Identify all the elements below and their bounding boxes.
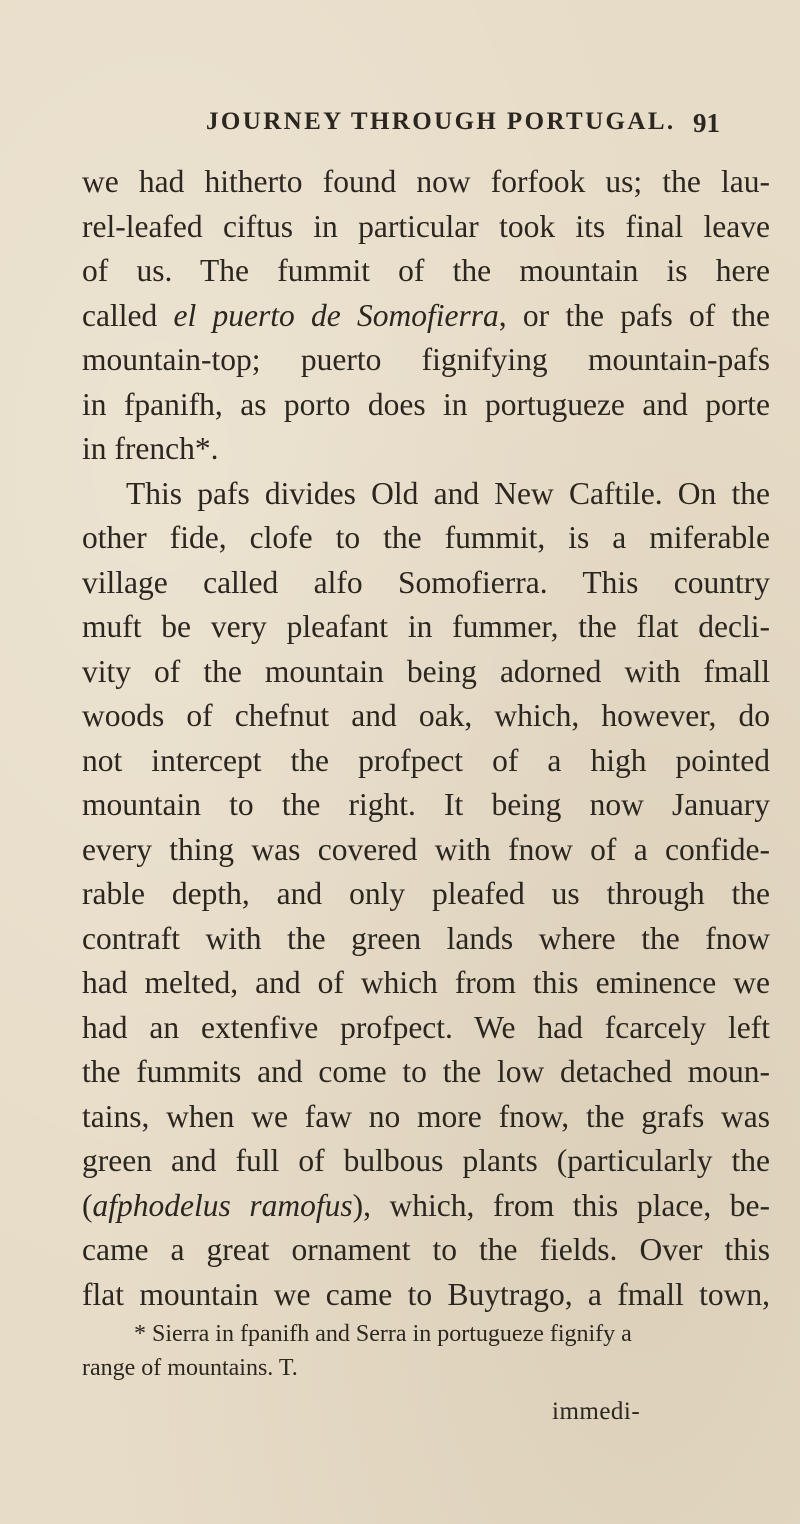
text-line: not intercept the profpect of a high pointed <box>82 742 770 778</box>
text-line: mountain to the right. It being now January <box>82 787 770 822</box>
text-line: in fpanifh, as porto does in portugueze and porte <box>82 386 770 422</box>
text-line: This pafs divides Old and New Caftile. On the <box>126 475 770 511</box>
catchword: immedi- <box>552 1398 641 1425</box>
text-line: vity of the mountain being adorned with fmall <box>82 653 770 689</box>
text-line: had an extenfive profpect. We had fcarcely left <box>82 1009 770 1045</box>
text-line: mountain-top; puerto fignifying mountain-pafs <box>82 342 770 377</box>
text-fragment: ( <box>82 1187 93 1223</box>
text-line: muft be very pleafant in fummer, the flat decli- <box>82 609 770 644</box>
text-line: flat mountain we came to Buytrago, a fmall town, <box>82 1276 770 1312</box>
footnote <box>82 1317 770 1385</box>
footnote-line: * Sierra in fpanifh and Serra in portugueze fignify a <box>134 1321 632 1347</box>
running-title: JOURNEY THROUGH PORTUGAL. <box>206 108 676 135</box>
text-line: had melted, and of which from this eminence we <box>82 965 770 1000</box>
text-line: woods of chefnut and oak, which, however, do <box>82 698 770 733</box>
running-head <box>0 108 800 148</box>
text-line: in french*. <box>82 431 219 466</box>
text-line: the fummits and come to the low detached moun- <box>82 1054 770 1089</box>
text-line: contraft with the green lands where the fnow <box>82 920 770 956</box>
text-fragment: called <box>82 297 174 333</box>
text-fragment: , or the pafs of the <box>498 297 770 333</box>
text-line <box>82 294 770 339</box>
text-line: we had hitherto found now forfook us; the lau- <box>82 164 770 199</box>
footnote-line: range of mountains. T. <box>82 1355 298 1381</box>
text-line: every thing was covered with fnow of a confide- <box>82 831 770 867</box>
page-number: 91 <box>693 108 720 138</box>
text-line <box>82 1184 770 1229</box>
italic-place-name: el puerto de Somofierra <box>173 297 499 333</box>
text-line: rable depth, and only pleafed us through the <box>82 876 770 911</box>
text-line: other fide, clofe to the fummit, is a miferable <box>82 520 770 555</box>
text-fragment: ), which, from this place, be- <box>352 1187 770 1223</box>
text-line: of us. The fummit of the mountain is here <box>82 253 770 288</box>
text-line: came a great ornament to the fields. Over this <box>82 1232 770 1267</box>
body-text <box>82 160 770 1317</box>
italic-plant-name: afphodelus ramofus <box>92 1187 353 1223</box>
text-line: village called alfo Somofierra. This country <box>82 564 770 600</box>
text-line: green and full of bulbous plants (particularly the <box>82 1143 770 1178</box>
text-line: tains, when we faw no more fnow, the grafs was <box>82 1098 770 1134</box>
text-line: rel-leafed ciftus in particular took its final leave <box>82 208 770 244</box>
